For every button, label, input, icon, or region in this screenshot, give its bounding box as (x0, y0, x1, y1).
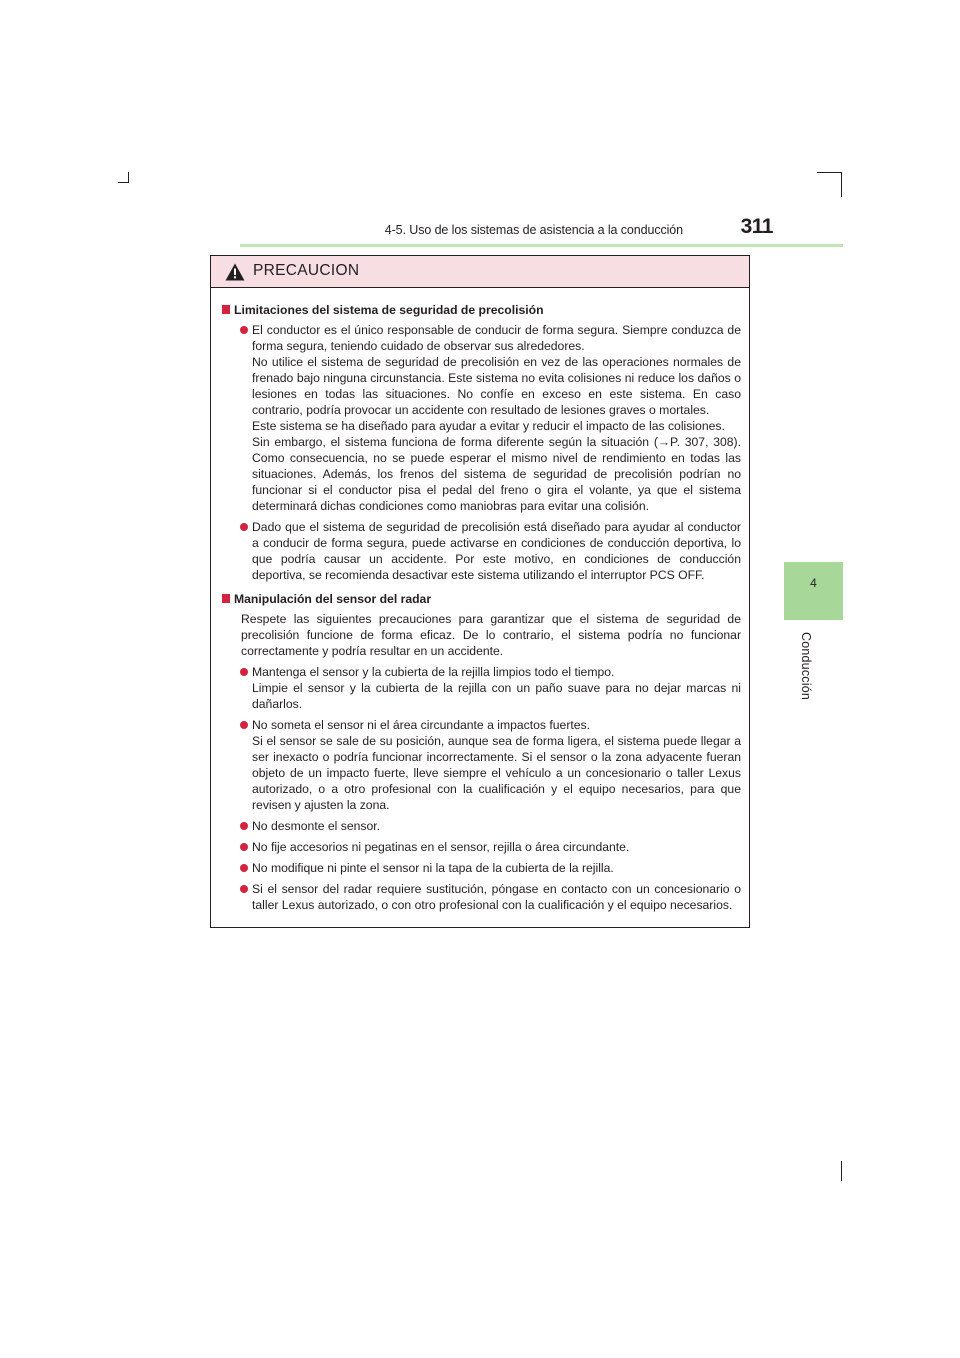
list-item (222, 322, 741, 514)
circle-bullet-icon (240, 721, 248, 729)
caution-header (211, 256, 749, 288)
chapter-number: 4 (810, 576, 817, 590)
paragraph: Si el sensor del radar requiere sustitución, póngase en contacto con un concesionario o taller Lexus autorizado, o con otro profesional con la cualificación y el equipo necesarios. (252, 882, 741, 912)
section-title: 4-5. Uso de los sistemas de asistencia a la conducción (384, 223, 683, 237)
section-heading (222, 302, 741, 318)
list-item (222, 818, 741, 834)
circle-bullet-icon (240, 668, 248, 676)
circle-bullet-icon (240, 326, 248, 334)
list-item (222, 519, 741, 583)
paragraph: Mantenga el sensor y la cubierta de la rejilla limpios todo el tiempo. (252, 665, 615, 679)
list-item (222, 717, 741, 813)
crop-mark (841, 1161, 842, 1181)
paragraph: Dado que el sistema de seguridad de precolisión está diseñado para ayudar al conductor a conducir de forma segura, puede activarse en condiciones de conducción deportiva, lo que podría causar un accidente. Por este motivo, en condiciones de conducción deportiva, se recomienda desactivar este sistema utilizando el interruptor PCS OFF. (252, 520, 741, 582)
caution-title: PRECAUCION (253, 262, 360, 279)
paragraph: Limpie el sensor y la cubierta de la rejilla con un paño suave para no dejar marcas ni dañarlos. (252, 681, 741, 711)
list-item (222, 664, 741, 712)
list-item (222, 839, 741, 855)
circle-bullet-icon (240, 864, 248, 872)
list-item (222, 860, 741, 876)
paragraph: No someta el sensor ni el área circundante a impactos fuertes. (252, 718, 591, 732)
paragraph: No desmonte el sensor. (252, 819, 381, 833)
paragraph: Este sistema se ha diseñado para ayudar a evitar y reducir el impacto de las colisiones. (252, 419, 725, 433)
section-heading (222, 591, 741, 607)
warning-triangle-icon (225, 263, 245, 281)
section-heading-text: Manipulación del sensor del radar (234, 592, 432, 606)
paragraph: Respete las siguientes precauciones para garantizar que el sistema de seguridad de precolisión funcione de forma eficaz. De lo contrario, el sistema podría no funcionar correctamente y podría resultar en un accidente. (241, 612, 741, 658)
section-heading-text: Limitaciones del sistema de seguridad de precolisión (234, 303, 544, 317)
page-header (248, 215, 773, 243)
crop-mark (817, 172, 842, 173)
chapter-tab (784, 562, 843, 620)
circle-bullet-icon (240, 523, 248, 531)
paragraph: Si el sensor se sale de su posición, aunque sea de forma ligera, el sistema puede llegar a ser inexacto o podría funcionar incorrectamente. Si el sensor o la zona adyacente fueran objeto de un impacto fuerte, lleve siempre el vehículo a un concesionario o taller Lexus autorizado, o a otro profesional con la cualificación y el equipo necesarios, para que revisen y ajusten la zona. (252, 734, 741, 812)
list-item (222, 881, 741, 913)
circle-bullet-icon (240, 843, 248, 851)
section-intro (222, 611, 741, 659)
header-rule (240, 244, 843, 247)
chapter-title: Conducción (799, 631, 813, 701)
paragraph: Sin embargo, el sistema funciona de forma diferente según la situación (→P. 307, 308). Como consecuencia, no se puede esperar el mismo nivel de rendimiento en todas las situaciones. Además, los frenos del sistema de seguridad de precolisión podrían no funcionar si el conductor pisa el pedal del freno o gira el volante, ya que el sistema determinará dichas condiciones como maniobras para evitar una colisión. (252, 435, 741, 513)
caution-box (210, 255, 750, 928)
page-number: 311 (740, 215, 773, 238)
paragraph: El conductor es el único responsable de conducir de forma segura. Siempre conduzca de forma segura, teniendo cuidado de observar sus alrededores. (252, 323, 741, 353)
caution-content (211, 288, 749, 913)
square-bullet-icon (222, 594, 230, 603)
crop-mark (118, 182, 129, 183)
paragraph: No modifique ni pinte el sensor ni la tapa de la cubierta de la rejilla. (252, 861, 614, 875)
crop-mark (841, 172, 842, 197)
square-bullet-icon (222, 305, 230, 314)
circle-bullet-icon (240, 822, 248, 830)
paragraph: No utilice el sistema de seguridad de precolisión en vez de las operaciones normales de frenado bajo ninguna circunstancia. Este sistema no evita colisiones ni reduce los daños o lesiones en todas las situaciones. No confíe en exceso en este sistema. En caso contrario, podría provocar un accidente con resultado de lesiones graves o mortales. (252, 355, 741, 417)
circle-bullet-icon (240, 885, 248, 893)
paragraph: No fije accesorios ni pegatinas en el sensor, rejilla o área circundante. (252, 840, 630, 854)
